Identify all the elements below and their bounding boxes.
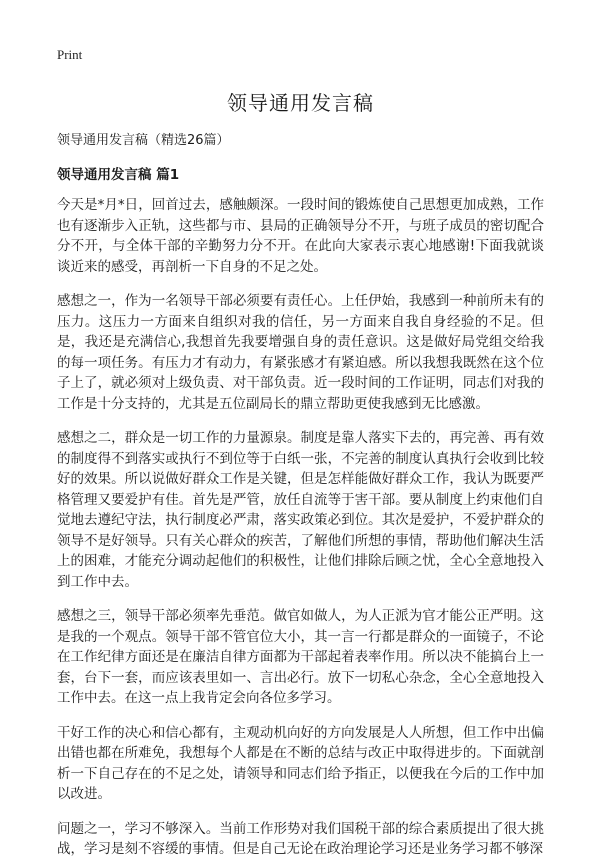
document-title: 领导通用发言稿 (227, 91, 374, 115)
paragraph: 感想之二，群众是一切工作的力量源泉。制度是靠人落实下去的，再完善、再有效的制度得不到落实或执行不到位等于白纸一张，不完善的制度认真执行会收到比较好的效果。所以说做好群众工作是关键，但是怎样能做好群众工作，我认为既要严格管理又要爱护有佳。首先是严管，放任自流等于害干部。要从制度上约束他们自觉地去遵纪守法，执行制度必严肃，落实政策必到位。其次是爱护，不爱护群众的领导不是好领导。只有关心群众的疾苦，了解他们所想的事情，帮助他们解决生活上的困难，才能充分调动起他们的积极性，让他们排除后顾之忧，全心全意地投入到工作中去。 (57, 430, 544, 590)
print-link[interactable]: Print (57, 47, 83, 62)
paragraph: 干好工作的决心和信心都有，主观动机向好的方向发展是人人所想，但工作中出偏出错也都在所难免，我想每个人都是在不断的总结与改正中取得进步的。下面就剖析一下自己存在的不足之处，请领导和同志们给予指正，以便我在今后的工作中加以改进。 (57, 724, 544, 802)
paragraph: 问题之一，学习不够深入。当前工作形势对我们国税干部的综合素质提出了很大挑战，学习是刻不容缓的事情。但是自己无论在政治理论学习还是业务学习都不够深 (57, 820, 544, 857)
paragraph: 感想之一，作为一名领导干部必须要有责任心。上任伊始，我感到一种前所未有的压力。这压力一方面来自组织对我的信任，另一方面来自我自身经验的不足。但是，我还是充满信心,我想首先我要增强自身的责任意识。这是做好局党组交给我的每一项任务。有压力才有动力，有紧张感才有紧迫感。所以我想我既然在这个位子上了，就必须对上级负责、对干部负责。近一段时间的工作证明，同志们对我的工作是十分支持的，尤其是五位副局长的鼎立帮助更使我感到无比感激。 (57, 293, 544, 412)
document-subtitle: 领导通用发言稿（精选26篇） (57, 133, 230, 148)
paragraph: 感想之三，领导干部必须率先垂范。做官如做人，为人正派为官才能公正严明。这是我的一个观点。领导干部不管官位大小，其一言一行都是群众的一面镜子，不论在工作纪律方面还是在廉洁自律方面都为干部起着表率作用。所以决不能搞台上一套，台下一套，而应该表里如一、言出必行。放下一切私心杂念，全心全意地投入工作中去。在这一点上我肯定会向各位多学习。 (57, 608, 544, 706)
section-heading: 领导通用发言稿 篇1 (57, 167, 180, 183)
body-text (57, 195, 544, 860)
paragraph: 今天是*月*日，回首过去，感触颇深。一段时间的锻炼使自己思想更加成熟，工作也有逐渐步入正轨，这些都与市、县局的正确领导分不开，与班子成员的密切配合分不开，与全体干部的辛勤努力分不开。在此向大家表示衷心地感谢!下面我就谈谈近来的感受，再剖析一下自身的不足之处。 (57, 197, 544, 275)
